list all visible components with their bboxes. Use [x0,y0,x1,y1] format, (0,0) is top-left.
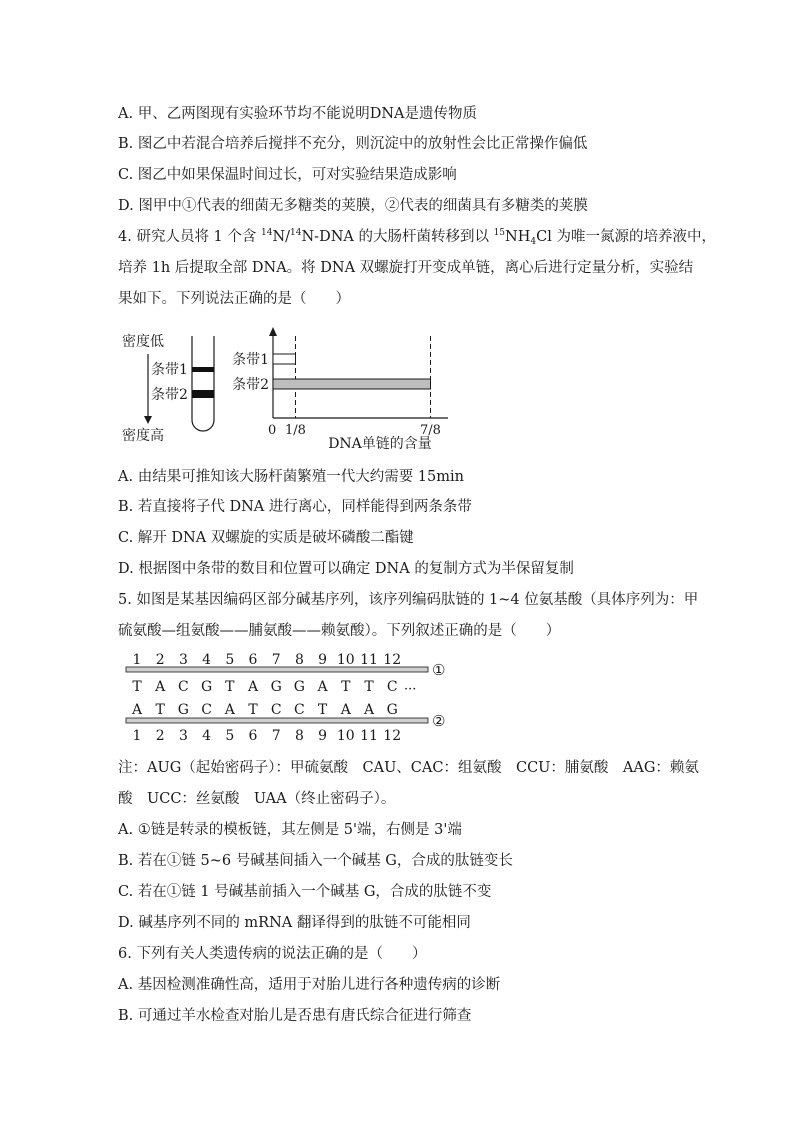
strand2-position-number: 9 [318,728,328,744]
strand1-base: A [155,679,166,695]
q6-option-a: A. 基因检测准确性高，适用于对胎儿进行各种遗传病的诊断 [118,977,501,993]
q3-option-d: D. 图甲中①代表的细菌无多糖类的荚膜，②代表的细菌具有多糖类的荚膜 [118,198,588,214]
strand1-position-number: 5 [225,652,235,668]
q5-option-b: B. 若在①链 5~6 号碱基间插入一个碱基 G，合成的肽链变长 [118,853,513,869]
strand2-base: C [294,702,305,718]
q3-option-b: B. 图乙中若混合培养后搅拌不充分，则沉淀中的放射性会比正常操作偏低 [118,136,588,152]
q4-stem-line1: 4. 研究人员将 1 个含 $^{14}$N/$^{14}$N-DNA 的大肠杆菌转移到以 $^{15}NH_4Cl$ 为唯一氮源的培养液中， [118,228,716,247]
q3-option-c: C. 图乙中如果保温时间过长，可对实验结果造成影响 [118,167,457,183]
tube-band2 [192,390,214,398]
strand2-base: G [177,702,189,718]
chart-band2-label: 条带2 [232,377,269,393]
strand2-position-number: 11 [360,728,378,744]
strand1-position-number: 9 [318,652,328,668]
tube-band2-label: 条带2 [151,387,188,403]
tick-0: 0 [268,423,277,438]
chart-x-label: DNA单链的含量 [328,436,432,452]
strand1-position-number: 3 [178,652,188,668]
bar-band2 [273,379,431,389]
strand2-label: ② [432,712,446,730]
density-high-label: 密度高 [122,428,164,444]
strand1-base: A [317,679,328,695]
q5-note-line2: 酸 UCC：丝氨酸 UAA（终止密码子）。 [118,791,396,807]
strand2-bar [126,718,428,723]
strand2-base: T [248,702,258,718]
q6-stem: 6. 下列有关人类遗传病的说法正确的是（ ） [118,946,427,962]
strand2-base: A [340,702,351,718]
strand2-position-number: 10 [336,728,355,744]
density-arrow-head [144,416,152,424]
strand1-label: ① [432,661,446,679]
strand2-position-number: 3 [178,728,188,744]
strand2-position-number: 8 [294,728,304,744]
q5-note-line1: 注：AUG（起始密码子）：甲硫氨酸 CAU、CAC：组氨酸 CCU：脯氨酸 AAG：赖氨 [118,760,699,776]
strand1-position-number: 2 [155,652,165,668]
strand2-base: T [155,702,165,718]
q4-figure [118,322,448,452]
strand1-base: T [341,679,351,695]
strand2-position-number: 5 [225,728,235,744]
q4-option-a: A. 由结果可推知该大肠杆菌繁殖一代大约需要 15min [118,469,464,485]
q5-sequence-figure [118,652,468,744]
strand2-position-number: 2 [155,728,165,744]
q6-option-b: B. 可通过羊水检查对胎儿是否患有唐氏综合征进行筛查 [118,1008,472,1024]
strand1-position-number: 8 [294,652,304,668]
strand1-position-number: 1 [132,652,142,668]
strand1-base: C [386,679,398,695]
q4-option-b: B. 若直接将子代 DNA 进行离心，同样能得到两条条带 [118,499,472,515]
strand2-base: G [386,702,398,718]
strand1-position-number: 12 [383,652,402,668]
q4-option-d: D. 根据图中条带的数目和位置可以确定 DNA 的复制方式为半保留复制 [118,561,574,577]
tick-1-8: 1/8 [285,423,306,438]
strand1-position-number: 7 [271,652,281,668]
strand1-position-number: 10 [336,652,355,668]
strand1-position-number: 11 [360,652,378,668]
chart-band1-label: 条带1 [232,352,269,368]
strand1-base: G [293,679,305,695]
q5-option-c: C. 若在①链 1 号碱基前插入一个碱基 G，合成的肽链不变 [118,884,492,900]
strand2-position-number: 12 [383,728,402,744]
strand2-base: A [131,702,143,718]
chart-y-axis-arrow [269,327,277,336]
strand1-position-number: 6 [248,652,258,668]
strand1-ellipsis: ··· [404,682,417,697]
strand2-position-number: 6 [248,728,258,744]
strand2-base: C [270,702,282,718]
q5-stem-line1: 5. 如图是某基因编码区部分碱基序列，该序列编码肽链的 1~4 位氨基酸（具体序列为：甲 [118,592,699,608]
q5-option-a: A. ①链是转录的模板链，其左侧是 5'端，右侧是 3'端 [118,822,462,838]
strand1-position-number: 4 [202,652,212,668]
bar-band1 [273,354,296,364]
strand1-base: T [132,679,142,695]
strand1-base: C [178,679,189,695]
centrifuge-tube [192,336,214,431]
q4-stem-line3: 果如下。下列说法正确的是（ ） [118,291,350,307]
strand2-base: A [224,702,235,718]
strand2-base: T [317,702,328,718]
q4-option-c: C. 解开 DNA 双螺旋的实质是破坏磷酸二酯键 [118,530,414,546]
strand1-base: G [270,679,282,695]
strand2-base: A [363,702,375,718]
tube-band1 [192,367,214,372]
q4-stem-line2: 培养 1h 后提取全部 DNA。将 DNA 双螺旋打开变成单链，离心后进行定量分析，实验结 [118,260,694,276]
strand1-base: A [247,679,259,695]
strand1-base: G [201,679,213,695]
q3-option-a: A. 甲、乙两图现有实验环节均不能说明DNA是遗传物质 [118,106,477,122]
q5-option-d: D. 碱基序列不同的 mRNA 翻译得到的肽链不可能相同 [118,915,471,931]
strand2-base: C [201,702,212,718]
strand1-base: T [364,679,374,695]
density-low-label: 密度低 [122,334,164,350]
strand1-base: T [225,679,235,695]
strand2-position-number: 1 [132,728,142,744]
tube-band1-label: 条带1 [151,362,188,378]
strand2-position-number: 4 [202,728,212,744]
strand2-position-number: 7 [271,728,281,744]
q5-stem-line2: 硫氨酸—组氨酸——脯氨酸——赖氨酸）。下列叙述正确的是（ ） [118,623,561,639]
tick-7-8: 7/8 [420,423,441,438]
